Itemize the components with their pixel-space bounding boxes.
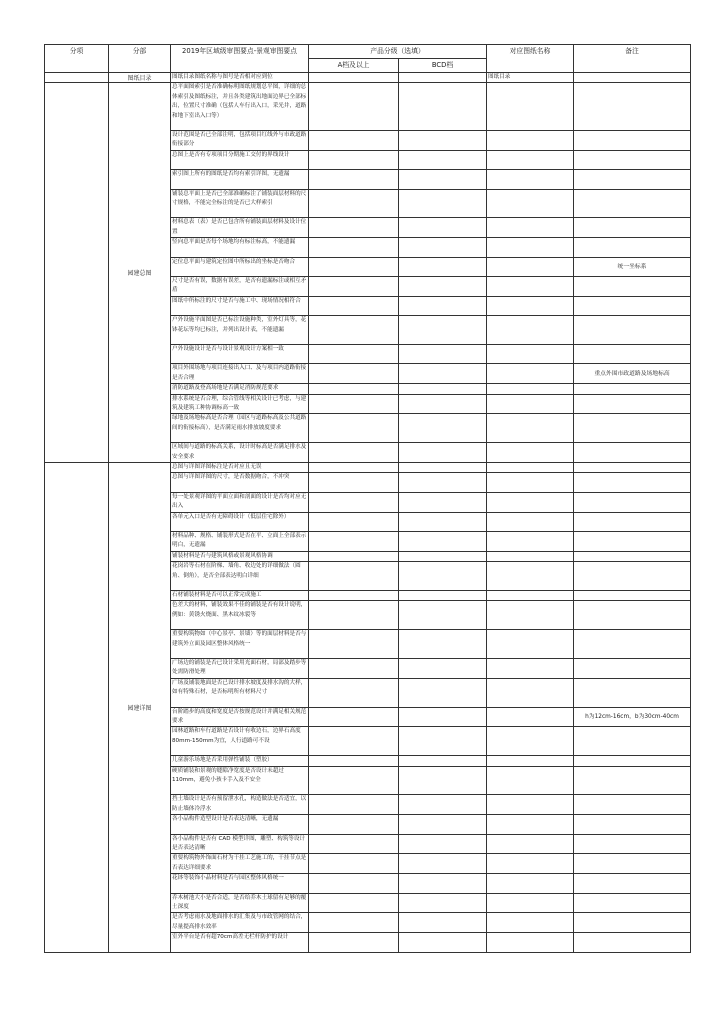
review-point-text: 图纸中所标注的尺寸是否与施工中、现场情况相符合 [171, 296, 309, 315]
review-point-text: 广场及铺装地面是否已设计排水坡度及排水沟的大样，如有特殊石材，是否标明所有材料尺寸 [171, 678, 309, 707]
grade-a-cell[interactable] [309, 562, 399, 591]
grade-bcd-cell[interactable] [399, 83, 487, 131]
fenxiang-cell [45, 83, 109, 463]
header-row-top [45, 45, 691, 59]
review-point-text: 挡土墙设计是否有预留泄水孔，构造做法是否适宜，以防止墙体冷浮水 [171, 795, 309, 815]
review-point-text: 设计范围是否已全部注明，包括项目红线外与市政道路衔接部分 [171, 131, 309, 151]
drawing-name-cell [487, 756, 574, 766]
remark-cell [574, 276, 691, 296]
grade-a-cell[interactable] [309, 394, 399, 414]
remark-cell [574, 933, 691, 952]
remark-cell: h为12cm-16cm，b为30cm-40cm [574, 707, 691, 727]
drawing-name-cell [487, 601, 574, 630]
drawing-name-cell [487, 316, 574, 345]
grade-bcd-cell[interactable] [399, 150, 487, 169]
drawing-name-cell [487, 532, 574, 552]
grade-bcd-cell[interactable] [399, 257, 487, 276]
fenxiang-cell [45, 463, 109, 953]
remark-cell [574, 73, 691, 83]
grade-a-cell[interactable] [309, 854, 399, 874]
review-point-text: 各小品构件是否有 CAD 模型详图，雕塑、构筑等设计是否表达清晰 [171, 834, 309, 854]
review-point-text: 绿地及场地标高是否合理（园区与道路标高及公共道路间的衔接标高），是否满足雨水排放坡度要求 [171, 414, 309, 443]
grade-a-cell[interactable] [309, 532, 399, 552]
grade-a-cell[interactable] [309, 874, 399, 893]
grade-a-cell[interactable] [309, 170, 399, 189]
remark-cell [574, 463, 691, 473]
grade-bcd-cell[interactable] [399, 512, 487, 531]
drawing-name-cell [487, 492, 574, 512]
grade-a-cell[interactable] [309, 601, 399, 630]
drawing-name-cell [487, 414, 574, 443]
drawing-name-cell [487, 913, 574, 933]
grade-a-cell[interactable] [309, 83, 399, 131]
remark-cell [574, 795, 691, 815]
grade-a-cell[interactable] [309, 678, 399, 707]
grade-a-cell[interactable] [309, 512, 399, 531]
remark-cell [574, 532, 691, 552]
remark-cell [574, 834, 691, 854]
grade-a-cell[interactable] [309, 933, 399, 952]
review-point-text: 总图上是否有专项项目分期施工交付的界线设计 [171, 150, 309, 169]
col-header-remark: 备注 [574, 45, 691, 73]
review-point-text: 广场边的铺装是否已设计采用光面石材，局部及踏步等处需防滑处理 [171, 659, 309, 679]
grade-bcd-cell[interactable] [399, 659, 487, 679]
grade-a-cell[interactable] [309, 913, 399, 933]
drawing-name-cell [487, 512, 574, 531]
grade-a-cell[interactable] [309, 893, 399, 913]
col-header-product-grade: 产品分级（选填） [309, 45, 487, 59]
grade-bcd-cell[interactable] [399, 394, 487, 414]
review-point-text: 总图与详图详图标注是否对应且无误 [171, 463, 309, 473]
review-point-text: 区域间与道路的标高关系，设计时标高是否满足排水及安全要求 [171, 443, 309, 463]
grade-bcd-cell[interactable] [399, 238, 487, 257]
drawing-name-cell [487, 189, 574, 218]
remark-cell [574, 591, 691, 601]
grade-bcd-cell[interactable] [399, 551, 487, 561]
review-point-text: 材料品种、规格、铺装形式是否在平、立面上全部表示明白，无遗漏 [171, 532, 309, 552]
drawing-name-cell [487, 463, 574, 473]
grade-bcd-cell[interactable] [399, 73, 487, 83]
grade-a-cell[interactable] [309, 296, 399, 315]
drawing-name-cell: 图纸目录 [487, 73, 574, 83]
review-point-text: 总图与详图详图的尺寸，是否数据吻合，不冲突 [171, 473, 309, 492]
review-point-text: 台阶踏步的高度和宽度是否按规范设计并满足相关规范要求 [171, 707, 309, 727]
remark-cell [574, 630, 691, 659]
review-point-text: 儿童游乐场地是否采用弹性铺装（塑胶） [171, 756, 309, 766]
grade-bcd-cell[interactable] [399, 834, 487, 854]
drawing-name-cell [487, 473, 574, 492]
col-header-grade-a: A档及以上 [309, 59, 399, 73]
grade-a-cell[interactable] [309, 316, 399, 345]
remark-cell [574, 492, 691, 512]
grade-a-cell[interactable] [309, 384, 399, 394]
remark-cell [574, 766, 691, 795]
grade-bcd-cell[interactable] [399, 492, 487, 512]
review-point-text: 消防道路及登高场地是否满足消防规范要求 [171, 384, 309, 394]
col-header-fenxiang: 分项 [45, 45, 109, 73]
drawing-name-cell [487, 257, 574, 276]
review-point-text: 花钵等装饰小品材料是否与园区整体风格统一 [171, 874, 309, 893]
grade-bcd-cell[interactable] [399, 795, 487, 815]
table-row [45, 83, 691, 131]
remark-cell [574, 150, 691, 169]
drawing-name-cell [487, 384, 574, 394]
review-point-text: 硬质铺装和景观的缝隙净宽度是否设计未超过110mm，避免小孩卡手入及不安全 [171, 766, 309, 795]
drawing-name-cell [487, 443, 574, 463]
grade-a-cell[interactable] [309, 630, 399, 659]
remark-cell [574, 756, 691, 766]
review-point-text: 索引图上所有的图纸是否均有索引详图，无遗漏 [171, 170, 309, 189]
review-point-text: 铺装总平面上是否已全部准确标注了铺装面层材料的尺寸规格，不能完全标注的是否已大样索引 [171, 189, 309, 218]
remark-cell [574, 238, 691, 257]
col-header-grade-bcd: BCD档 [399, 59, 487, 73]
grade-bcd-cell[interactable] [399, 414, 487, 443]
drawing-name-cell [487, 893, 574, 913]
review-point-text: 尺寸是否有误，数据有误差，是否有遗漏标注或相互矛盾 [171, 276, 309, 296]
review-point-text: 园林道路和车行道路是否设计有收边石，边界石高度80mm-150mm为宜，人行道路可不设 [171, 727, 309, 756]
review-point-text: 排水系统是否合理，综合管线等相关设计已考虑，与建筑及建筑工种协调标高一致 [171, 394, 309, 414]
remark-cell [574, 296, 691, 315]
grade-a-cell[interactable] [309, 364, 399, 384]
remark-cell [574, 131, 691, 151]
review-point-text: 重要构筑物外饰面石材为干挂工艺施工的，干挂节点是否表达详细要求 [171, 854, 309, 874]
grade-a-cell[interactable] [309, 218, 399, 238]
review-point-text: 材料总表（表）是否已包含所有铺装面层材料及设计位置 [171, 218, 309, 238]
section-dept-label: 园建详图 [109, 463, 171, 953]
grade-bcd-cell[interactable] [399, 344, 487, 363]
review-point-text: 石材铺装材料是否可以正常完成施工 [171, 591, 309, 601]
remark-cell [574, 473, 691, 492]
remark-cell [574, 854, 691, 874]
review-point-text: 定位总平面与建筑定位图中所标出的坐标是否吻合 [171, 257, 309, 276]
drawing-name-cell [487, 131, 574, 151]
fenxiang-cell [45, 73, 109, 83]
review-point-text: 铺装材料是否与建筑风格或景观风格协调 [171, 551, 309, 561]
grade-a-cell[interactable] [309, 707, 399, 727]
review-point-text: 竖向总平面是否每个场地均有标注标高，不能遗漏 [171, 238, 309, 257]
remark-cell [574, 443, 691, 463]
drawing-name-cell [487, 296, 574, 315]
drawing-name-cell [487, 364, 574, 384]
grade-a-cell[interactable] [309, 766, 399, 795]
grade-bcd-cell[interactable] [399, 727, 487, 756]
remark-cell [574, 83, 691, 131]
grade-bcd-cell[interactable] [399, 189, 487, 218]
checklist-body [45, 73, 691, 953]
remark-cell [574, 414, 691, 443]
drawing-name-cell [487, 344, 574, 363]
drawing-name-cell [487, 659, 574, 679]
grade-bcd-cell[interactable] [399, 276, 487, 296]
grade-a-cell[interactable] [309, 659, 399, 679]
grade-bcd-cell[interactable] [399, 815, 487, 834]
grade-a-cell[interactable] [309, 756, 399, 766]
grade-bcd-cell[interactable] [399, 707, 487, 727]
grade-bcd-cell[interactable] [399, 131, 487, 151]
review-point-text: 图纸目录图纸名称与图号是否相对应到位 [171, 73, 309, 83]
drawing-name-cell [487, 766, 574, 795]
grade-bcd-cell[interactable] [399, 562, 487, 591]
grade-a-cell[interactable] [309, 276, 399, 296]
grade-bcd-cell[interactable] [399, 443, 487, 463]
grade-bcd-cell[interactable] [399, 854, 487, 874]
grade-bcd-cell[interactable] [399, 591, 487, 601]
drawing-name-cell [487, 854, 574, 874]
grade-a-cell[interactable] [309, 591, 399, 601]
review-point-text: 每一处景观详图的平面立面和剖面的设计是否均对应无出入 [171, 492, 309, 512]
remark-cell [574, 815, 691, 834]
grade-bcd-cell[interactable] [399, 364, 487, 384]
review-point-text: 乔木树池大小是否合适，是否给乔木土球留有足够的覆土深度 [171, 893, 309, 913]
grade-a-cell[interactable] [309, 131, 399, 151]
remark-cell: 重点外围市政道路及场地标高 [574, 364, 691, 384]
grade-a-cell[interactable] [309, 473, 399, 492]
review-point-text: 各小品构件造型设计是否表达清晰，无遗漏 [171, 815, 309, 834]
remark-cell [574, 659, 691, 679]
drawing-name-cell [487, 170, 574, 189]
drawing-name-cell [487, 150, 574, 169]
remark-cell [574, 562, 691, 591]
grade-bcd-cell[interactable] [399, 893, 487, 913]
remark-cell: 统一坐标系 [574, 257, 691, 276]
remark-cell [574, 893, 691, 913]
grade-bcd-cell[interactable] [399, 218, 487, 238]
grade-bcd-cell[interactable] [399, 678, 487, 707]
drawing-name-cell [487, 394, 574, 414]
review-point-text: 项目外围场地与项目连接出入口、及与项目内道路衔接是否合理 [171, 364, 309, 384]
grade-a-cell[interactable] [309, 463, 399, 473]
grade-a-cell[interactable] [309, 727, 399, 756]
grade-a-cell[interactable] [309, 150, 399, 169]
table-row [45, 463, 691, 473]
remark-cell [574, 601, 691, 630]
grade-a-cell[interactable] [309, 443, 399, 463]
drawing-name-cell [487, 276, 574, 296]
grade-bcd-cell[interactable] [399, 316, 487, 345]
grade-bcd-cell[interactable] [399, 296, 487, 315]
drawing-name-cell [487, 562, 574, 591]
drawing-name-cell [487, 707, 574, 727]
review-point-text: 色差大的材料，铺装效果不佳的铺装是否有设计说明，例如：黄锈火烧面、黑木纹冰裂等 [171, 601, 309, 630]
grade-a-cell[interactable] [309, 414, 399, 443]
grade-bcd-cell[interactable] [399, 601, 487, 630]
grade-bcd-cell[interactable] [399, 532, 487, 552]
review-point-text: 户外设施平面图是否已标注设施种类，室外灯具等，花钵花坛等均已标注，并列出设计表，不能遗漏 [171, 316, 309, 345]
grade-bcd-cell[interactable] [399, 384, 487, 394]
grade-a-cell[interactable] [309, 492, 399, 512]
remark-cell [574, 512, 691, 531]
review-point-text: 总平面图索引是否准确标明图纸规划总平图，详细的总体索引及图纸标注，并且各类建筑出地面边界已全部标出，位置尺寸准确（包括人车行出入口，采光井，道路和地下室出入口等） [171, 83, 309, 131]
grade-bcd-cell[interactable] [399, 630, 487, 659]
grade-a-cell[interactable] [309, 795, 399, 815]
section-dept-label: 园建总图 [109, 83, 171, 463]
remark-cell [574, 189, 691, 218]
drawing-name-cell [487, 815, 574, 834]
grade-bcd-cell[interactable] [399, 473, 487, 492]
drawing-name-cell [487, 933, 574, 952]
grade-a-cell[interactable] [309, 551, 399, 561]
remark-cell [574, 218, 691, 238]
grade-a-cell[interactable] [309, 238, 399, 257]
drawing-name-cell [487, 218, 574, 238]
remark-cell [574, 874, 691, 893]
section-dept-label: 图纸目录 [109, 73, 171, 83]
remark-cell [574, 344, 691, 363]
drawing-name-cell [487, 238, 574, 257]
grade-a-cell[interactable] [309, 73, 399, 83]
grade-a-cell[interactable] [309, 189, 399, 218]
remark-cell [574, 394, 691, 414]
grade-a-cell[interactable] [309, 344, 399, 363]
col-header-drawing-name: 对应图纸名称 [487, 45, 574, 73]
review-point-text: 户外设施设计是否与设计景观设计方案相一致 [171, 344, 309, 363]
col-header-fenbu: 分部 [109, 45, 171, 73]
drawing-name-cell [487, 630, 574, 659]
grade-a-cell[interactable] [309, 815, 399, 834]
review-point-text: 室外平台是否有超70cm高差无栏杆防护的设计 [171, 933, 309, 952]
review-point-text: 重要构筑物如（中心景亭、景墙）等的面层材料是否与建筑外立面及园区整体风格统一 [171, 630, 309, 659]
review-point-text: 各单元入口是否有无障碍设计（低层住宅除外） [171, 512, 309, 531]
drawing-name-cell [487, 551, 574, 561]
review-point-text: 花岗岩等石材在阶梯、墙角、收边处的详细做法（圆角、倒角），是否全部表达明白详细 [171, 562, 309, 591]
grade-bcd-cell[interactable] [399, 933, 487, 952]
remark-cell [574, 727, 691, 756]
remark-cell [574, 913, 691, 933]
remark-cell [574, 316, 691, 345]
drawing-name-cell [487, 83, 574, 131]
drawing-name-cell [487, 834, 574, 854]
grade-bcd-cell[interactable] [399, 170, 487, 189]
col-header-review-points: 2019年区域级审图要点-景观审图要点 [171, 45, 309, 73]
drawing-name-cell [487, 678, 574, 707]
grade-a-cell[interactable] [309, 257, 399, 276]
drawing-name-cell [487, 874, 574, 893]
remark-cell [574, 384, 691, 394]
grade-a-cell[interactable] [309, 834, 399, 854]
grade-bcd-cell[interactable] [399, 463, 487, 473]
drawing-name-cell [487, 795, 574, 815]
remark-cell [574, 551, 691, 561]
grade-bcd-cell[interactable] [399, 874, 487, 893]
drawing-name-cell [487, 727, 574, 756]
review-point-text: 是否考虑雨水及地面排水的汇集及与市政管网的结合，尽量提高排水效率 [171, 913, 309, 933]
grade-bcd-cell[interactable] [399, 766, 487, 795]
grade-bcd-cell[interactable] [399, 756, 487, 766]
table-row [45, 73, 691, 83]
drawing-name-cell [487, 591, 574, 601]
review-checklist-table [44, 44, 691, 953]
grade-bcd-cell[interactable] [399, 913, 487, 933]
remark-cell [574, 170, 691, 189]
remark-cell [574, 678, 691, 707]
